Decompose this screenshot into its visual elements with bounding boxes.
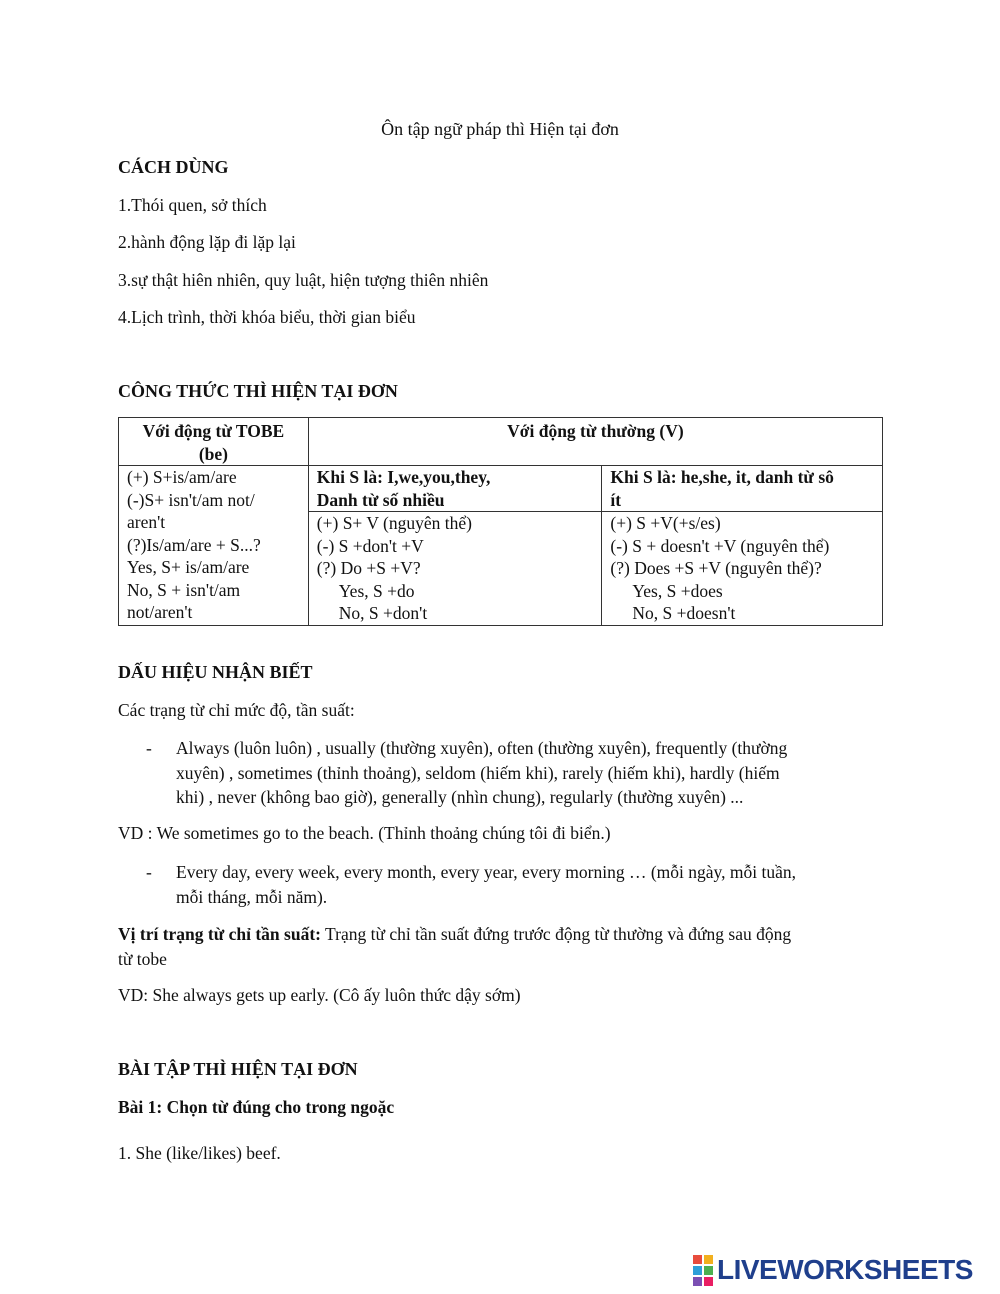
usage-item: 1.Thói quen, sở thích: [118, 195, 267, 215]
tobe-line: not/aren't: [127, 602, 193, 622]
liveworksheets-logo: [693, 1253, 973, 1287]
plural-subject-header: [308, 466, 602, 512]
plural-line: No, S +don't: [338, 603, 428, 623]
logo-square-icon: [704, 1255, 713, 1264]
singular-line: (-) S + doesn't +V (nguyên thể): [610, 535, 830, 556]
bullet-line: Every day, every week, every month, every year, every morning … (mỗi ngày, mỗi tuần,: [176, 862, 797, 882]
logo-square-icon: [693, 1255, 702, 1264]
example-sentence: VD : We sometimes go to the beach. (Thỉnh thoảng chúng tôi đi biển.): [118, 823, 611, 843]
adverb-bullet: [118, 736, 888, 810]
logo-square-icon: [704, 1277, 713, 1286]
usage-item: 3.sự thật hiên nhiên, quy luật, hiện tượng thiên nhiên: [118, 270, 489, 290]
tobe-line: Yes, S+ is/am/are: [127, 557, 250, 577]
question-item: 1. She (like/likes) beef.: [118, 1143, 281, 1163]
header-tobe-line: (be): [198, 443, 228, 464]
bullet-dash: -: [146, 862, 152, 882]
header-tobe-line: Với động từ TOBE: [142, 421, 285, 441]
singular-header-line: Khi S là: he,she, it, danh từ sô: [610, 467, 834, 487]
header-tobe-cell: [119, 418, 309, 466]
tobe-line: aren't: [127, 512, 166, 532]
signs-intro: Các trạng từ chỉ mức độ, tần suất:: [118, 700, 355, 720]
usage-item: 2.hành động lặp đi lặp lại: [118, 232, 296, 252]
formula-heading: CÔNG THỨC THÌ HIỆN TẠI ĐƠN: [118, 381, 398, 401]
logo-square-icon: [693, 1277, 702, 1286]
plural-header-line: Danh từ số nhiều: [316, 489, 445, 510]
usage-heading: CÁCH DÙNG: [118, 157, 229, 177]
singular-formula-cell: [602, 512, 883, 626]
bullet-line: Always (luôn luôn) , usually (thường xuyên), often (thường xuyên), frequently (thường: [176, 738, 788, 758]
tobe-line: (?)Is/am/are + S...?: [127, 534, 261, 555]
logo-grid-icon: [693, 1255, 713, 1286]
signs-heading: DẤU HIỆU NHẬN BIẾT: [118, 662, 313, 682]
plural-line: (+) S+ V (nguyên thể): [316, 513, 472, 533]
singular-line: (?) Does +S +V (nguyên thể)?: [610, 558, 822, 578]
singular-line: (+) S +V(+s/es): [610, 513, 721, 533]
plural-line: (-) S +don't +V: [316, 535, 424, 556]
tobe-formula-cell: [119, 466, 309, 626]
adverb-position-note: [118, 922, 888, 971]
bullet-line: mỗi tháng, mỗi năm).: [176, 886, 328, 907]
example-sentence: VD: She always gets up early. (Cô ấy luôn thức dậy sớm): [118, 985, 521, 1005]
bullet-line: xuyên) , sometimes (thỉnh thoảng), seldom (hiếm khi), rarely (hiếm khi), hardly (hiếm: [176, 762, 780, 783]
header-verb-cell: Với động từ thường (V): [308, 418, 882, 466]
singular-subject-header: [602, 466, 883, 512]
plural-formula-cell: [308, 512, 602, 626]
logo-square-icon: [704, 1266, 713, 1275]
logo-text: LIVEWORKSHEETS: [717, 1254, 973, 1285]
plural-line: Yes, S +do: [338, 580, 415, 601]
plural-line: (?) Do +S +V?: [316, 558, 421, 578]
position-label: Vị trí trạng từ chỉ tần suất:: [118, 924, 321, 944]
plural-header-line: Khi S là: I,we,you,they,: [316, 467, 491, 487]
tobe-line: (-)S+ isn't/am not/: [127, 489, 255, 510]
tobe-line: No, S + isn't/am: [127, 579, 241, 600]
logo-square-icon: [693, 1266, 702, 1275]
tobe-line: (+) S+is/am/are: [127, 467, 237, 487]
exercise-title: Bài 1: Chọn từ đúng cho trong ngoặc: [118, 1097, 395, 1117]
usage-item: 4.Lịch trình, thời khóa biểu, thời gian biểu: [118, 307, 416, 327]
position-text: Trạng từ chỉ tần suất đứng trước động từ thường và đứng sau động: [321, 924, 792, 944]
time-expression-bullet: [118, 860, 888, 909]
singular-line: Yes, S +does: [632, 580, 723, 601]
singular-header-line: ít: [610, 489, 622, 510]
bullet-line: khi) , never (không bao giờ), generally (nhìn chung), regularly (thường xuyên) ...: [176, 787, 744, 807]
position-text: từ tobe: [118, 948, 167, 969]
page-title: Ôn tập ngữ pháp thì Hiện tại đơn: [381, 119, 619, 139]
bullet-dash: -: [146, 738, 152, 758]
exercises-heading: BÀI TẬP THÌ HIỆN TẠI ĐƠN: [118, 1059, 358, 1079]
grammar-formula-table: [118, 417, 883, 626]
singular-line: No, S +doesn't: [632, 603, 736, 623]
